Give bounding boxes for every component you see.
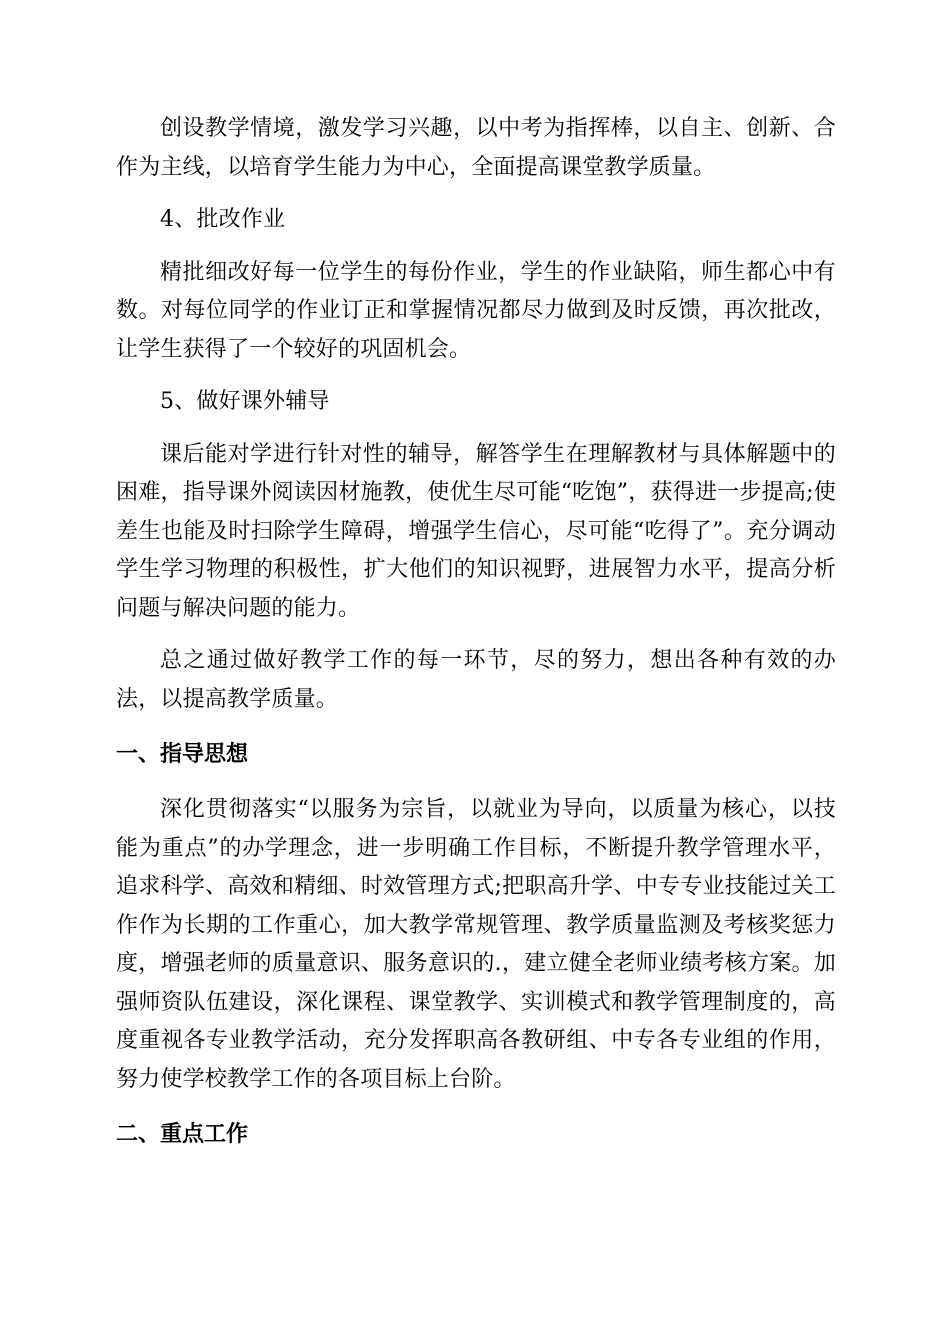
paragraph-summary: 总之通过做好教学工作的每一环节，尽的努力，想出各种有效的办法，以提高教学质量。 [116, 648, 836, 712]
paragraph-teaching-situation: 创设教学情境，激发学习兴趣，以中考为指挥棒，以自主、创新、合作为主线，以培育学生能力为中心，全面提高课堂教学质量。 [116, 116, 836, 180]
paragraph-tutoring: 课后能对学进行针对性的辅导，解答学生在理解教材与具体解题中的困难，指导课外阅读因材施教，使优生尽可能“吃饱”，获得进一步提高;使差生也能及时扫除学生障碍，增强学生信心，尽可能“吃得了”。充分调动学生学习物理的积极性，扩大他们的知识视野，进展智力水平，提高分析问题与解决问题的能力。 [116, 441, 836, 621]
item-heading-homework: 4、批改作业 [160, 207, 286, 232]
section-heading-guiding-thought: 一、指导思想 [116, 742, 249, 767]
paragraph-homework: 精批细改好每一位学生的每份作业，学生的作业缺陷，师生都心中有数。对每位同学的作业订正和掌握情况都尽力做到及时反馈，再次批改，让学生获得了一个较好的巩固机会。 [116, 259, 836, 362]
item-heading-tutoring: 5、做好课外辅导 [160, 389, 330, 414]
section-heading-key-work: 二、重点工作 [116, 1122, 249, 1147]
paragraph-guiding-thought: 深化贯彻落实“以服务为宗旨，以就业为导向，以质量为核心，以技能为重点”的办学理念，进一步明确工作目标，不断提升教学管理水平，追求科学、高效和精细、时效管理方式;把职高升学、中专专业技能过关工作作为长期的工作重心，加大教学常规管理、教学质量监测及考核奖惩力度，增强老师的质量意识、服务意识的.，建立健全老师业绩考核方案。加强师资队伍建设，深化课程、课堂教学、实训模式和教学管理制度的，高度重视各专业教学活动，充分发挥职高各教研组、中专各专业组的作用，努力使学校教学工作的各项目标上台阶。 [116, 797, 836, 1092]
document-body [116, 110, 836, 1154]
